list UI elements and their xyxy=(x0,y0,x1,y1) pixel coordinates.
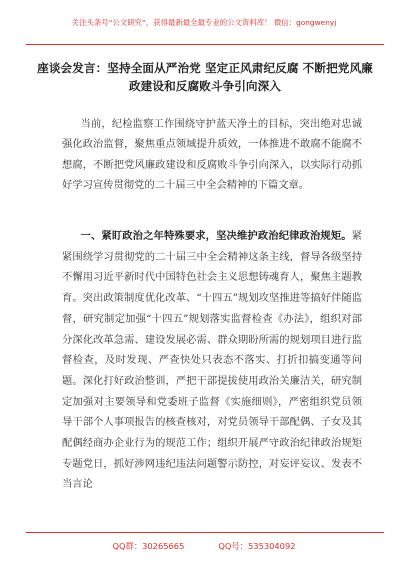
section-1-paragraph xyxy=(62,226,362,495)
footer-qq-group: QQ群：30265665 xyxy=(112,541,185,551)
page-footer xyxy=(0,540,408,556)
page-header xyxy=(0,0,408,44)
header-promo-text: 关注头条号“公文研究”，获得最新最全最专业的公文资料库！ 微信：gongwenyj xyxy=(71,17,337,27)
header-divider xyxy=(26,44,384,45)
intro-paragraph: 当前，纪检监察工作围绕守护蓝天净土的目标，突出绝对忠诚强化政治监督，聚焦重点领域提升质效，一体推进不敢腐不能腐不想腐，不断把党风廉政建设和反腐败斗争引向深入，以实际行动抓好学习宣传贯彻党的二十届三中全会精神的下篇文章。 xyxy=(62,118,362,191)
footer-qq-number: QQ号：535304092 xyxy=(218,541,296,551)
document-title: 座谈会发言：坚持全面从严治党 坚定正风肃纪反腐 不断把党风廉政建设和反腐败斗争引向深入 xyxy=(37,61,373,93)
section-1-body: 紧紧围绕学习贯彻党的二十届三中全会精神这条主线，督导各级坚持不懈用习近平新时代中国特色社会主义思想铸魂育人，聚焦主题教育。突出政策制度优化改革、“十四五”规划攻坚推进等搞好伴随监督，研究制定加强“十四五”规划落实监督检查《办法》，组织对部分深化改革急需、建设发展必需、群众期盼所需的规划项目进行监督检查，及时发现、严查快处只表态不落实、打折扣搞变通等问题。深化打好政治整训，严把干部提拔使用政治关廉洁关，研究制定加强对主要领导和党委班子监督《实施细则》，严密组织党员领导干部个人事项报告的核查核对，对党员领导干部配偶、子女及其配偶经商办企业行为的规范工作；组织开展严守政治纪律政治规矩专题党日，抓好涉网违纪违法问题警示防控，对妄评妄议、发表不当言论 xyxy=(62,230,362,491)
footer-divider xyxy=(26,532,384,533)
section-1-heading: 一、紧盯政治之年特殊要求，坚决维护政治纪律政治规矩。 xyxy=(80,230,352,242)
